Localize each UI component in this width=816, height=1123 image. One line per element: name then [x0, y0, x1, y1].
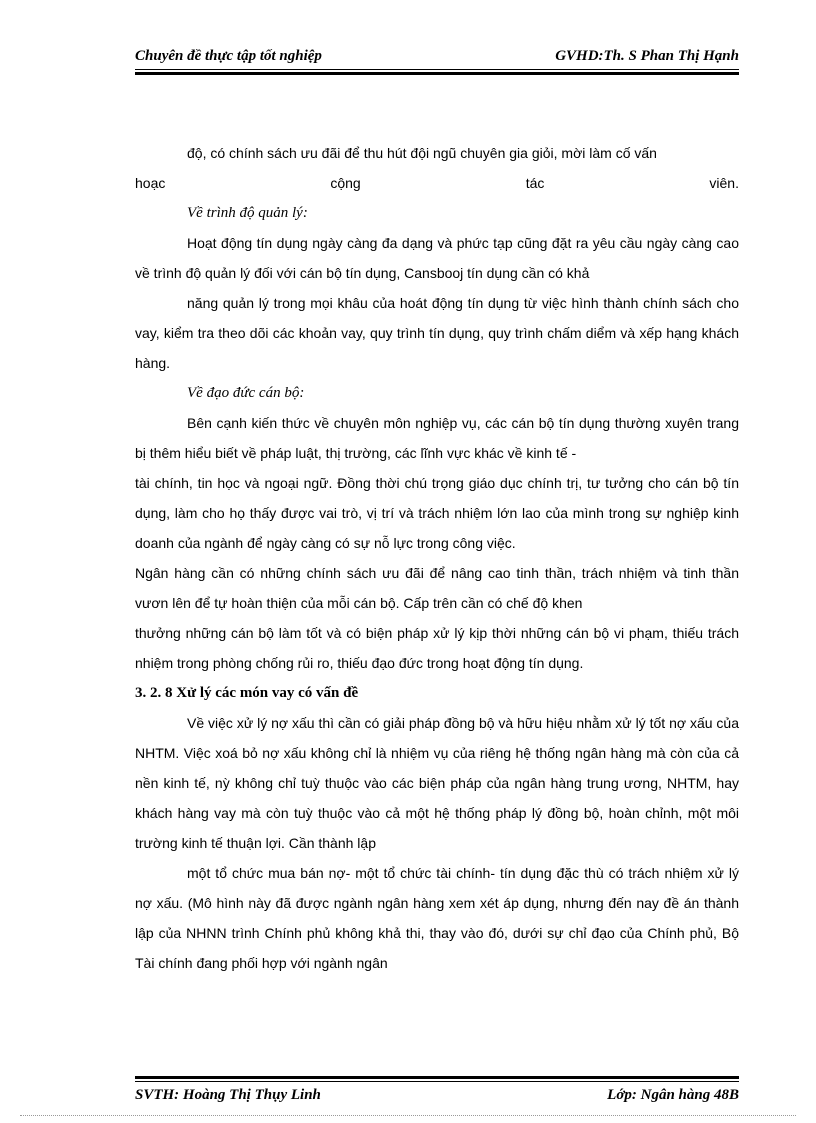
header-title: Chuyên đề thực tập tốt nghiệp — [135, 48, 322, 64]
paragraph-6: Ngân hàng cần có những chính sách ưu đãi để nâng cao tinh thần, trách nhiệm và tinh thần vươn lên để tự hoàn thiện của mỗi cán bộ. Cấp trên cần có chế độ khen — [135, 565, 739, 611]
paragraph-2: Hoạt động tín dụng ngày càng đa dạng và phức tạp cũng đặt ra yêu cầu ngày càng cao về trình độ quản lý đối với cán bộ tín dụng, Cansbooj tín dụng cần có khả — [135, 235, 739, 281]
word: viên. — [709, 175, 739, 191]
page-bottom-dotted-line — [20, 1115, 796, 1116]
paragraph-4: Bên cạnh kiến thức về chuyên môn nghiệp vụ, các cán bộ tín dụng thường xuyên trang bị thêm hiểu biết về pháp luật, thị trường, các lĩnh vực khác về kinh tế - — [135, 415, 739, 461]
subheading-management: Về trình độ quản lý: — [187, 205, 308, 221]
paragraph-7: thưởng những cán bộ làm tốt và có biện pháp xử lý kịp thời những cán bộ vi phạm, thiếu trách nhiệm trong phòng chống rủi ro, thiếu đạo đức trong hoạt động tín dụng. — [135, 625, 739, 671]
footer-rule-thick — [135, 1076, 739, 1079]
paragraph-5: tài chính, tin học và ngoại ngữ. Đồng thời chú trọng giáo dục chính trị, tư tưởng cho cán bộ tín dụng, làm cho họ thấy được vai trò, vị trí và trách nhiệm lớn lao của mình trong sự nghiệp kinh doanh của ngành để ngày càng có sự nỗ lực trong công việc. — [135, 475, 739, 551]
page-header — [135, 48, 739, 75]
page-footer — [135, 1076, 739, 1109]
paragraph-1-line-1: độ, có chính sách ưu đãi để thu hút đội ngũ chuyên gia giỏi, mời làm cố vấn — [187, 145, 657, 161]
word: tác — [525, 175, 545, 191]
subheading-ethics: Về đạo đức cán bộ: — [187, 385, 305, 401]
footer-class: Lớp: Ngân hàng 48B — [607, 1087, 739, 1103]
document-body — [135, 138, 739, 978]
word: hoạc — [135, 175, 166, 191]
footer-student: SVTH: Hoàng Thị Thụy Linh — [135, 1087, 321, 1103]
header-rule-thick — [135, 72, 739, 75]
section-heading: 3. 2. 8 Xử lý các món vay có vấn đề — [135, 685, 359, 701]
paragraph-3: năng quản lý trong mọi khâu của hoát động tín dụng từ việc hình thành chính sách cho vay, kiểm tra theo dõi các khoản vay, quy trình tín dụng, quy trình chấm diểm và xếp hạng khách hàng. — [135, 295, 739, 371]
footer-rule-thin — [135, 1081, 739, 1082]
paragraph-8: Về việc xử lý nợ xấu thì cần có giải pháp đồng bộ và hữu hiệu nhằm xử lý tốt nợ xấu của NHTM. Việc xoá bỏ nợ xấu không chỉ là nhiệm vụ của riêng hệ thống ngân hàng mà còn của cả nền kinh tế, nỳ không chỉ tuỳ thuộc vào các biện pháp của ngân hàng trung ương, NHTM, hay khách hàng vay mà còn tuỳ thuộc vào cả một hệ thống pháp lý đồng bộ, hoàn chỉnh, một môi trường kinh tế thuận lợi. Cần thành lập — [135, 715, 739, 851]
header-advisor: GVHD:Th. S Phan Thị Hạnh — [555, 48, 739, 64]
paragraph-1-line-2 — [135, 168, 739, 198]
word: cộng — [330, 175, 361, 191]
paragraph-9: một tổ chức mua bán nợ- một tổ chức tài chính- tín dụng đặc thù có trách nhiệm xử lý nợ xấu. (Mô hình này đã được ngành ngân hàng xem xét áp dụng, nhưng đến nay đề án thành lập của NHNN trình Chính phủ không khả thi, thay vào đó, dưới sự chỉ đạo của Chính phủ, Bộ Tài chính đang phối hợp với ngành ngân — [135, 865, 739, 971]
header-rule-thin — [135, 69, 739, 70]
